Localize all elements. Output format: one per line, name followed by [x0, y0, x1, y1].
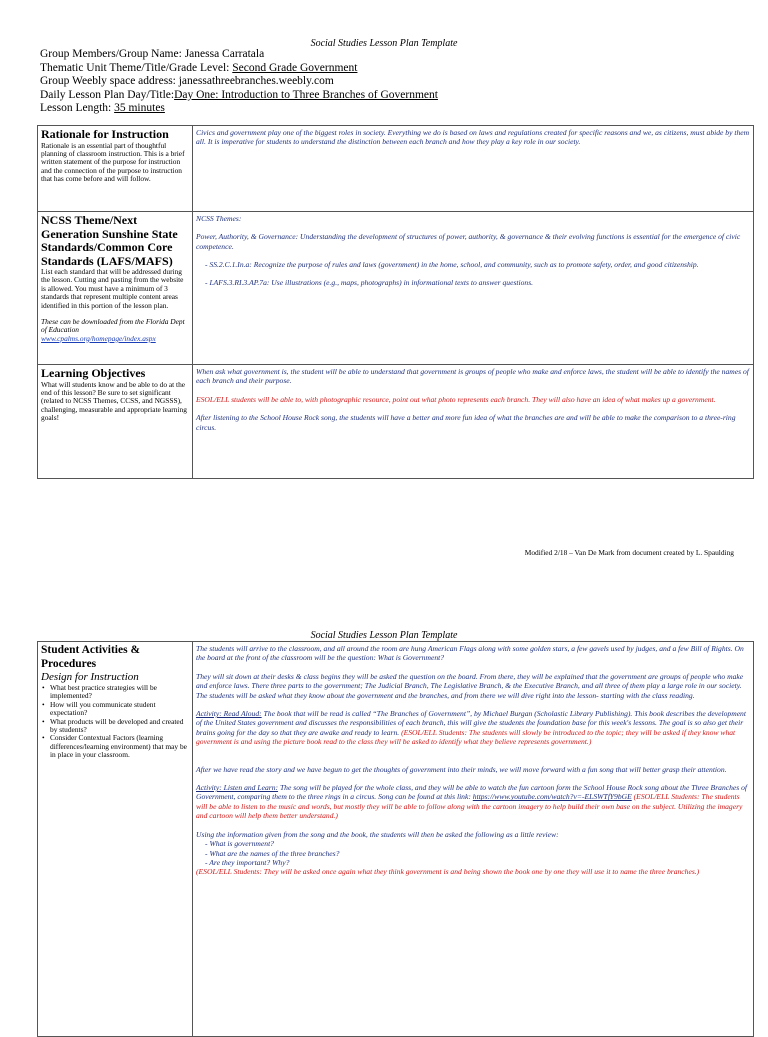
page-footer: Modified 2/18 – Van De Mark from document created by L. Spaulding: [524, 548, 734, 557]
lesson-length-value: 35 minutes: [114, 102, 165, 115]
template-title: Social Studies Lesson Plan Template: [310, 38, 458, 49]
objective-paragraph: After listening to the School House Rock song, the students will have a better and more fun idea of what the branches are and will be able to make the comparison to a three-ring circus.: [196, 413, 736, 432]
group-members-line: Group Members/Group Name: Janessa Carratala: [40, 48, 265, 60]
guidance-item: • What best practice strategies will be implemented?: [47, 684, 189, 701]
review-intro: Using the information given from the song and the book, the students will then be asked the following as a little review:: [196, 829, 559, 839]
plan-table-1: [37, 125, 754, 479]
plan-table-2: [37, 641, 754, 1037]
activities-subhead: Design for Instruction: [41, 671, 139, 683]
review-question: - What is government?: [214, 839, 750, 848]
standards-list: [196, 260, 750, 287]
activity-paragraph: The students will arrive to the classroom, and all around the room are hung American Flags along with some golden stars, a few gavels used by judges, and a few Bill of Rights. On the board at the front of the classroom will be the question: What is Government?: [196, 644, 744, 663]
theme-value: Second Grade Government: [232, 61, 358, 74]
standard-item: - LAFS.3.RI.3.AP.7a: Use illustrations (e.g., maps, photographs) in informational texts to answer questions.: [214, 278, 750, 287]
review-question: - What are the names of the three branches?: [214, 849, 750, 858]
template-title: Social Studies Lesson Plan Template: [310, 630, 458, 641]
standards-description: List each standard that will be addressed during the lesson. Cutting and pasting from the website is allowed. You must have a minimum of 3 standards that represent multiple content areas identified in this portion of the lesson plan.: [41, 267, 184, 310]
lesson-header: [40, 48, 438, 116]
activities-guidance-list: [41, 684, 189, 760]
guidance-item: • What products will be developed and created by students?: [47, 718, 189, 735]
lesson-length-line: Lesson Length: 35 minutes: [40, 102, 165, 115]
read-aloud-paragraph: Activity: Read Aloud: The book that will be read is called “The Branches of Government”, by Michael Burgan (Scholastic Library Publishing). This book describes the development of the United States government and discusses the responsibilities of each branch, this will give the students the foundation base for this week's lessons. The goal is so also get their brains going for the day so that they are awake and ready to learn. (ESOL/ELL Students: The students will slowly be introduced to the topic; they will be asked if they know what government is and using the picture book read to the class they will be asked to identify what they believe represents government.): [196, 709, 746, 747]
rationale-description: Rationale is an essential part of thoughtful planning of classroom instruction. This is a brief written statement of the purpose for instruction and the connection of the purpose to instruction that has come before and will follow.: [41, 140, 185, 184]
objective-esol-paragraph: ESOL/ELL students will be able to, with photographic resource, point out what photo represents each branch. They will also have an idea of what makes up a government.: [196, 394, 716, 404]
listen-learn-label: Activity: Listen and Learn:: [196, 783, 279, 793]
objectives-title: Learning Objectives: [41, 366, 146, 380]
ncss-text: Power, Authority, & Governance: Understanding the development of structures of power, authority, & governance & their evolving functions is essential for the emergence of civic competence.: [196, 232, 741, 251]
daily-title-line: Daily Lesson Plan Day/Title:Day One: Introduction to Three Branches of Government: [40, 88, 438, 101]
standards-title: NCSS Theme/Next Generation Sunshine State Standards/Common Core Standards (LAFS/MAFS): [41, 213, 178, 268]
objectives-row: [38, 365, 754, 479]
standards-row: [38, 212, 754, 365]
review-question: - Are they important? Why?: [214, 858, 750, 867]
activities-row: [38, 642, 754, 1037]
objective-paragraph: When ask what government is, the student will be able to understand that government is groups of people who make and enforce laws, the student will be able to identify the names of each branch and their purpose.: [196, 367, 749, 386]
review-question-list: [196, 839, 750, 867]
review-esol-note: (ESOL/ELL Students: They will be asked once again what they think government is and being shown the book one by one they will use it to name the three branches.): [196, 867, 700, 877]
rationale-content: Civics and government play one of the biggest roles in society. Everything we do is based on laws and regulations created for specific reasons and we, as citizens, must abide by them all. It is imperative for students to understand the distinction between each branch and how they play a key role in our society.: [196, 128, 750, 147]
rationale-row: [38, 126, 754, 212]
guidance-item: • Consider Contextual Factors (learning differences/learning environment) that may be in place in your classroom.: [47, 734, 189, 759]
listen-learn-esol-note: (ESOL/ELL Students: The students will be able to listen to the music and words, but mostly they will be able to follow along with the cartoon imagery to help build their own base on the subject. Utilizing the imagery and cartoon will help them better understand.): [196, 792, 743, 821]
standards-download-note: These can be downloaded from the Florida Dept of Education: [41, 317, 185, 335]
standard-item: - SS.2.C.1.In.a: Recognize the purpose of rules and laws (government) in the home, school, and community, such as to promote safety, order, and good citizenship.: [214, 260, 750, 269]
read-aloud-label: Activity: Read Aloud:: [196, 709, 262, 719]
read-aloud-esol-note: (ESOL/ELL Students: The students will slowly be introduced to the topic; they will be asked if they know what government is and using the picture book read to the class they will be asked to identify what they believe represents government.): [196, 727, 736, 747]
activity-paragraph: They will sit down at their desks & class begins they will be asked the question on the board. From there, they will be explained that the government are groups of people who make and enforce laws. There three parts to the government; The Judicial Branch, The Legislative Branch, & the Executive Branch, and all three of them play a large role in our society. The students will be asked what they know about the government and the branches, and from there we will dive right into the lesson- starting with the class reading.: [196, 671, 744, 700]
theme-line: Thematic Unit Theme/Title/Grade Level: Second Grade Government: [40, 61, 358, 74]
objectives-description: What will students know and be able to do at the end of this lesson? Be sure to set significant (related to NCSS Themes, CCSS, and NGSSS), challenging, measurable and appropriate learning goals!: [41, 379, 187, 423]
rationale-title: Rationale for Instruction: [41, 127, 169, 141]
guidance-item: • How will you communicate student expectation?: [47, 701, 189, 718]
listen-learn-paragraph: Activity: Listen and Learn: The song will be played for the whole class, and they will be able to watch the fun cartoon form the School House Rock song about the Three Branches of Government, comparing them to the three rings in a circus. Song can be found at this link: https://www.youtube.com/watch?v=-ELSWTfY9bGE (ESOL/ELL Students: The students will be able to listen to the music and words, but mostly they will be able to follow along with the cartoon imagery to help build their own base on the subject. Utilizing the imagery and cartoon will help them better understand.): [196, 783, 748, 821]
cpalms-link[interactable]: www.cpalms.org/homepage/index.aspx: [41, 333, 156, 343]
group-members-value: Janessa Carratala: [184, 48, 265, 60]
daily-title-value: Day One: Introduction to Three Branches of Government: [174, 88, 438, 101]
activities-title: Student Activities & Procedures: [41, 644, 141, 670]
activity-paragraph: After we have read the story and we have begun to get the thoughts of government into their minds, we will move forward with a fun song that will better grasp their attention.: [196, 764, 727, 774]
youtube-link[interactable]: https://www.youtube.com/watch?v=-ELSWTfY9bGE: [472, 792, 632, 802]
ncss-heading: NCSS Themes:: [196, 214, 242, 223]
weebly-line: Group Weebly space address: janessathreebranches.weebly.com: [40, 75, 334, 88]
